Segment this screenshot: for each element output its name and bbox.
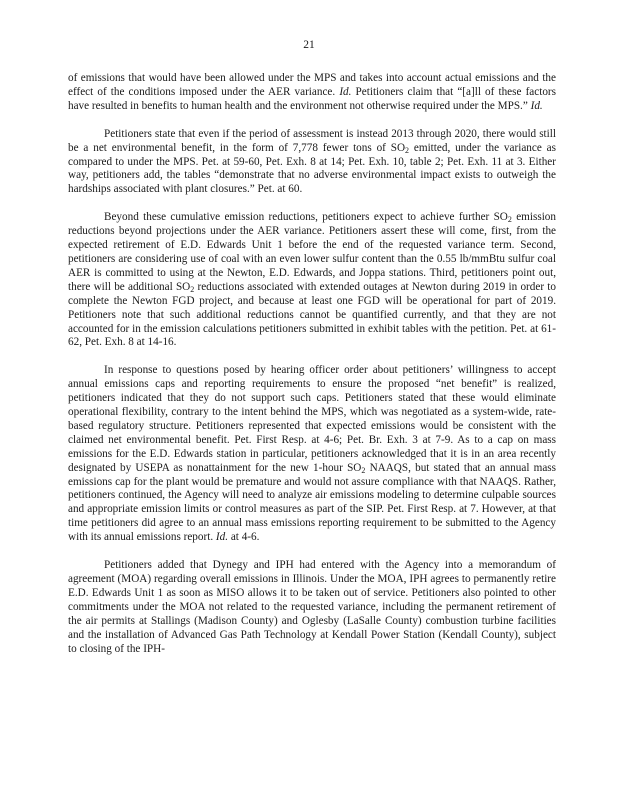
paragraph-net-benefit: Petitioners state that even if the period of assessment is instead 2013 through 2020, there would still be a net environmental benefit, in the form of 7,778 fewer tons of $SO_2$ emitted, under the variance as compared to under the MPS. Pet. at 59-60, Pet. Exh. 8 at 14; Pet. Exh. 10, table 2; Pet. Exh. 11 at 3. Either way, petitioners add, the tables “demonstrate that no adverse environmental impact exists to outweigh the hardships associated with plant closures.” Pet. at 60. [68, 127, 556, 196]
citation-id: Id. [339, 85, 352, 98]
paragraph-emissions-benefit: of emissions that would have been allowed under the MPS and takes into account actual emissions and the effect of the conditions imposed under the AER variance. Id. Petitioners claim that “[a]ll of these factors have resulted in benefits to human health and the environment not otherwise required under the MPS.” Id. [68, 72, 557, 112]
citation-id: Id. [530, 99, 543, 112]
page-number: 21 [303, 39, 315, 51]
paragraph-emission-caps: In response to questions posed by hearing officer order about petitioners’ willingness to accept annual emissions caps and reporting requirements to ensure the proposed “net benefit” is realized, petitioners indicated that they do not support such caps. Petitioners stated that these would eliminate operational flexibility, contrary to the intent behind the MPS, which was negotiated as a system-wide, rate-based regulatory structure. Petitioners represented that expected emissions would be consistent with the claimed net environmental benefit. Pet. First Resp. at 4-6; Pet. Br. Exh. 3 at 7-9. As to a cap on mass emissions for the E.D. Edwards station in particular, petitioners acknowledged that it is in an area recently designated by USEPA as nonattainment for the new 1-hour $SO_2$ NAAQS, but stated that an annual mass emissions cap for the plant would be premature and would not assure compliance with that NAAQS. Rather, petitioners continued, the Agency will need to analyze air emissions modeling to determine culpable sources and appropriate emission limits or control measures as part of the SIP. Pet. First Resp. at 7. However, at that time petitioners did agree to an annual mass emissions reporting requirement to be submitted to the Agency with its annual emissions report. Id. at 4-6. [68, 364, 556, 544]
paragraph-further-reductions: Beyond these cumulative emission reductions, petitioners expect to achieve further $SO_2$ emission reductions beyond projections under the AER variance. Petitioners assert these will come, first, from the expected retirement of E.D. Edwards Unit 1 before the end of the requested variance term. Second, petitioners are considering use of coal with an even lower sulfur content than the 0.55 lb/mmBtu sulfur coal AER is committed to using at the Newton, E.D. Edwards, and Joppa stations. Third, petitioners point out, there will be additional $SO_2$ reductions associated with extended outages at Newton during 2019 in order to complete the Newton FGD project, and because at least one FGD will be operational for part of 2019. Petitioners note that such additional reductions cannot be quantified currently, and that they are not accounted for in the emission calculations petitioners submitted in exhibit tables with the petition. Pet. at 61-62, Pet. Exh. 8 at 14-16. [68, 211, 556, 349]
document-body [68, 72, 556, 656]
citation-id: Id. [215, 531, 229, 544]
paragraph-memorandum-of-agreement: Petitioners added that Dynegy and IPH had entered with the Agency into a memorandum of agreement (MOA) regarding overall emissions in Illinois. Under the MOA, IPH agrees to permanently retire E.D. Edwards Unit 1 as soon as MISO allows it to be taken out of service. Petitioners also pointed to other commitments under the MOA not related to the requested variance, including the permanent retirement of the air permits at Stallings (Madison County) and Oglesby (LaSalle County) combustion turbine facilities and the installation of Advanced Gas Path Technology at Kendall Power Station (Kendall County), subject to closing of the IPH- [68, 559, 556, 655]
